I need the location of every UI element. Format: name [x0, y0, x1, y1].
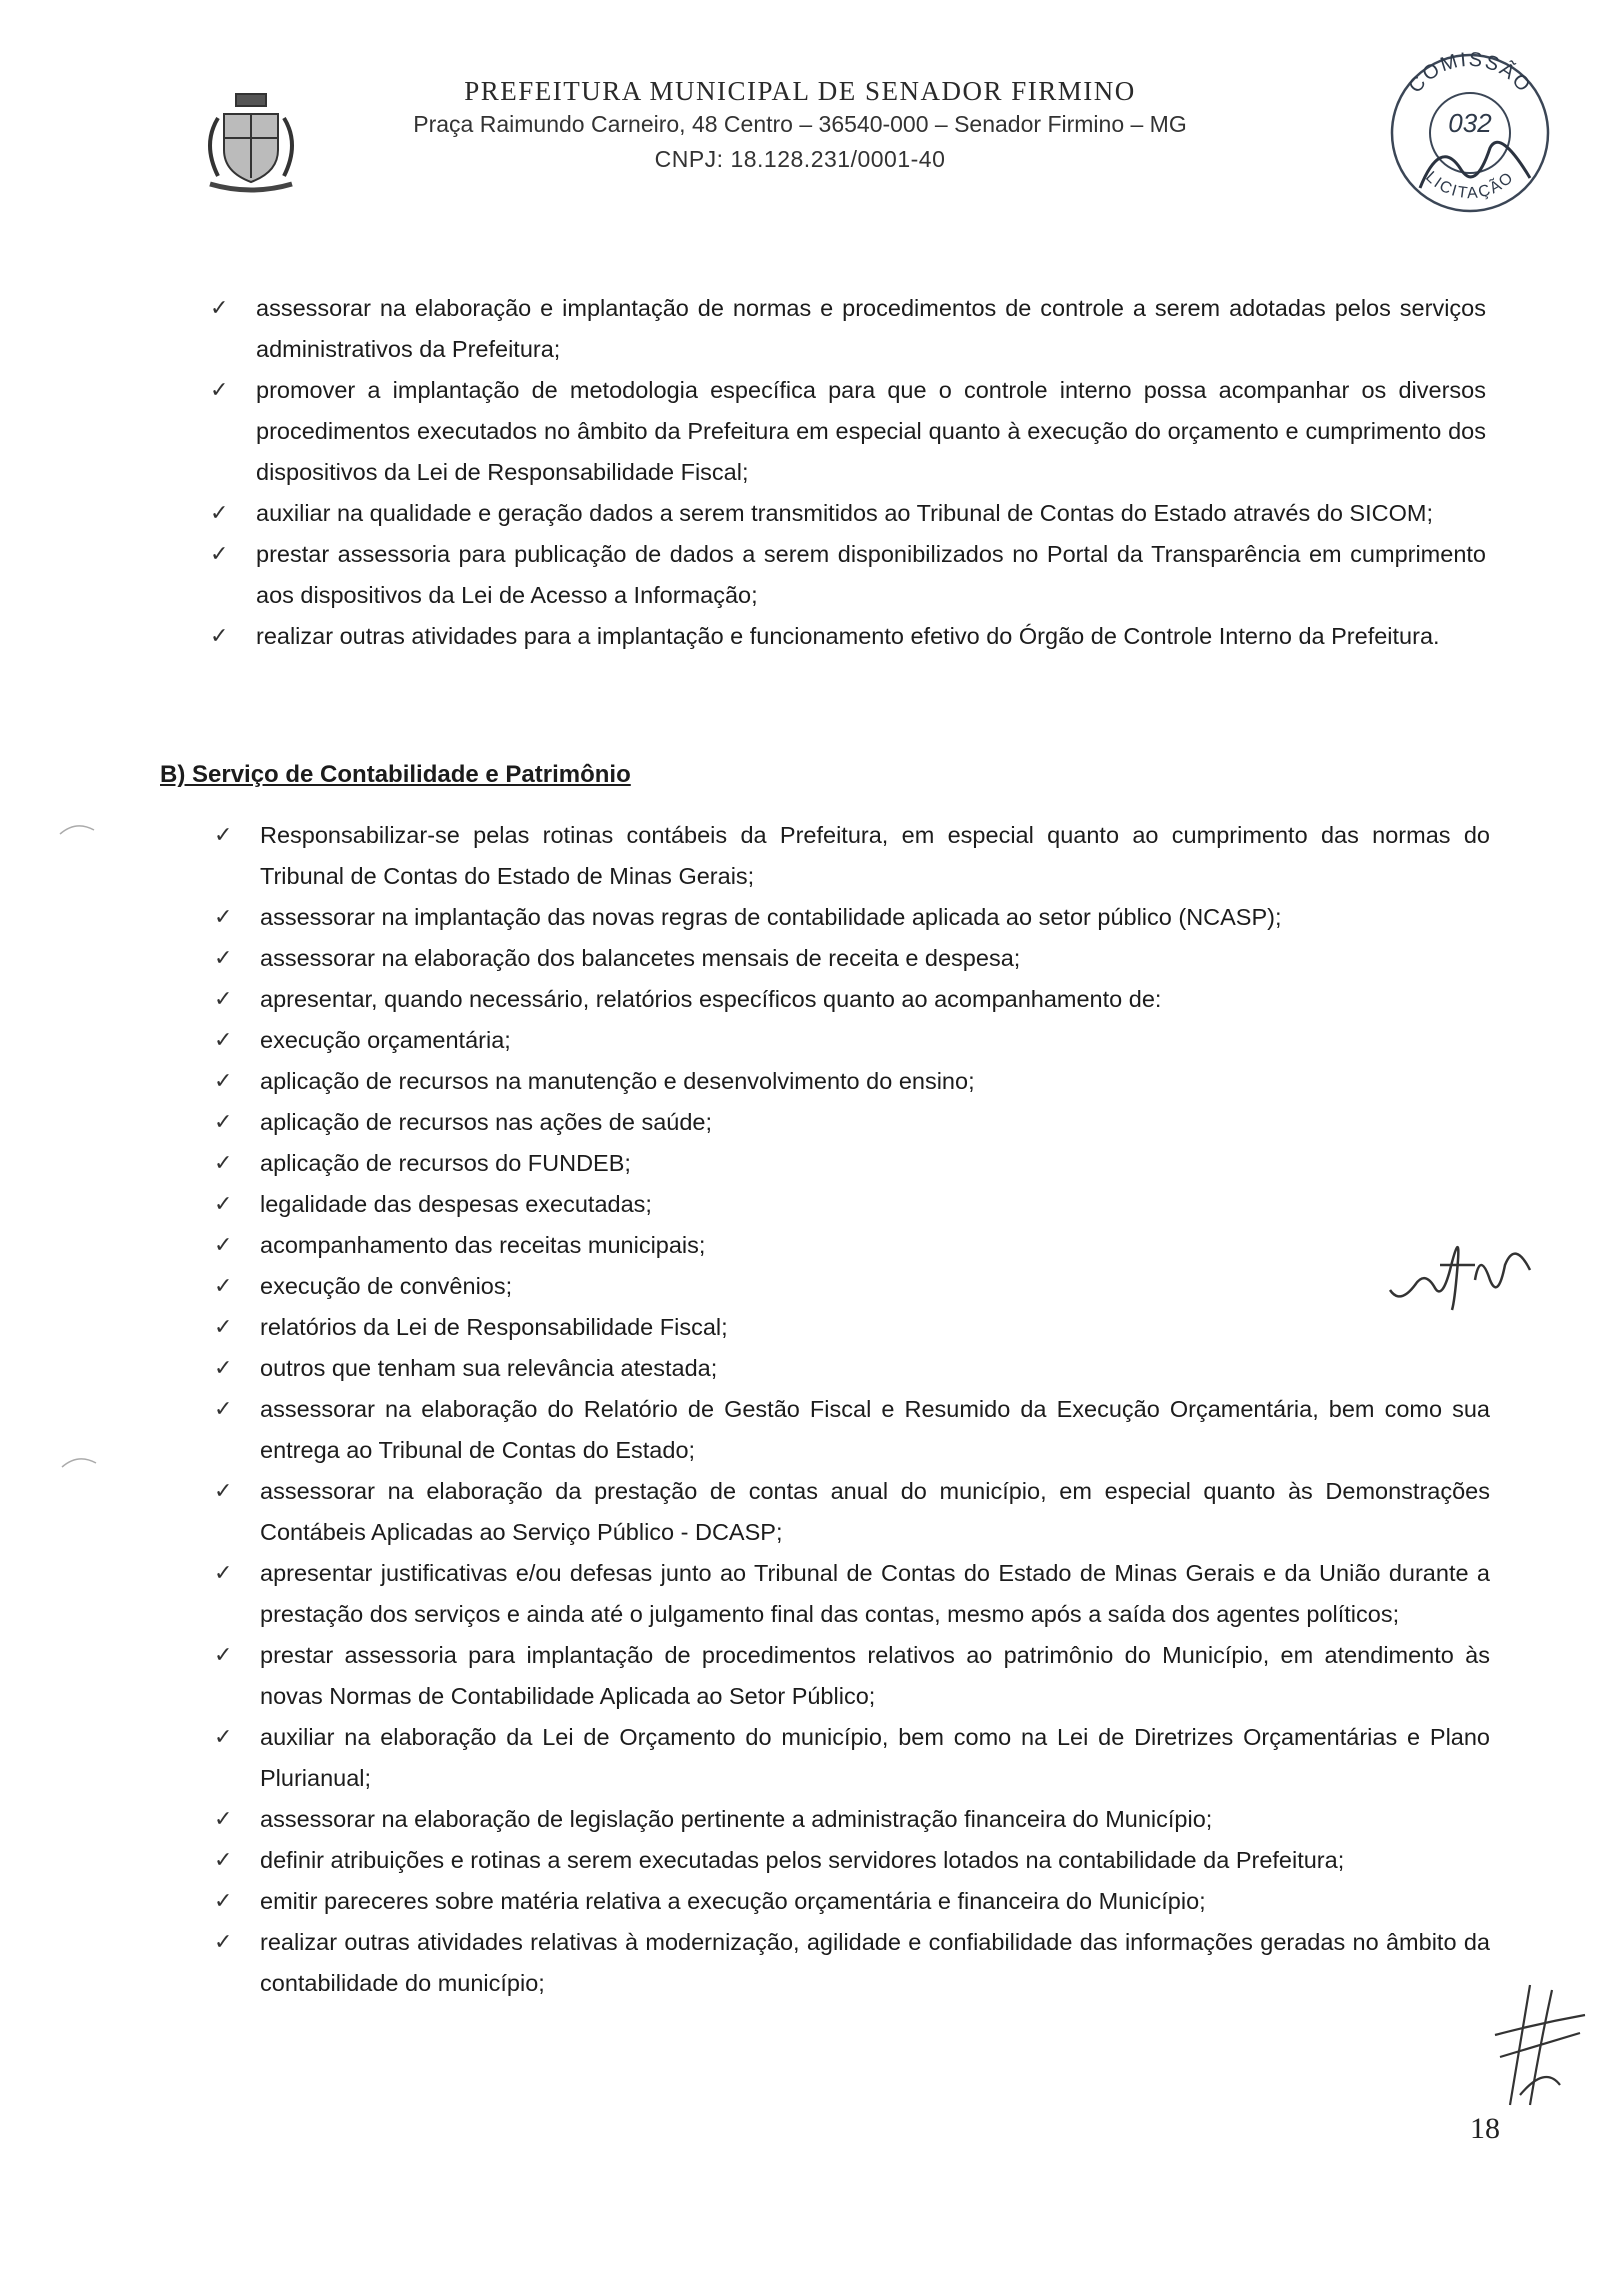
org-cnpj: CNPJ: 18.128.231/0001-40	[654, 146, 946, 172]
handwritten-initials	[1380, 1210, 1560, 1320]
list-item	[210, 370, 1486, 493]
checkmark-icon: ✓	[214, 946, 233, 971]
list-item	[214, 1184, 1490, 1225]
list-item	[214, 1307, 1490, 1348]
list-item	[214, 1102, 1490, 1143]
list-item-text: assessorar na elaboração do Relatório de Gestão Fiscal e Resumido da Execução Orçamentária, bem como sua entrega ao Tribunal de Contas do Estado;	[260, 1396, 1490, 1463]
list-item	[214, 1143, 1490, 1184]
list-item-text: legalidade das despesas executadas;	[260, 1191, 652, 1217]
list-item	[210, 534, 1486, 616]
list-item	[214, 1389, 1490, 1471]
list-item-text: aplicação de recursos nas ações de saúde;	[260, 1109, 713, 1135]
list-item-text: prestar assessoria para publicação de dados a serem disponibilizados no Portal da Transparência em cumprimento aos dispositivos da Lei de Acesso a Informação;	[256, 541, 1486, 608]
checkmark-icon: ✓	[214, 1807, 233, 1832]
list-item	[214, 979, 1490, 1020]
handwritten-signature	[1490, 1975, 1590, 2115]
list-item	[214, 938, 1490, 979]
checkmark-icon: ✓	[214, 1397, 233, 1422]
page-number: 18	[1470, 2112, 1500, 2145]
margin-mark	[60, 1451, 100, 1471]
checkmark-icon: ✓	[214, 1930, 233, 1955]
list-item-text: prestar assessoria para implantação de procedimentos relativos ao patrimônio do Município, em atendimento às novas Normas de Contabilidade Aplicada ao Setor Público;	[260, 1642, 1490, 1709]
list-item	[214, 1840, 1490, 1881]
checkmark-icon: ✓	[214, 1233, 233, 1258]
list-item	[214, 897, 1490, 938]
list-item-text: apresentar, quando necessário, relatórios específicos quanto ao acompanhamento de:	[260, 986, 1162, 1012]
checkmark-icon: ✓	[214, 1889, 233, 1914]
stamp-bottom-text: LICITAÇÃO	[1422, 168, 1518, 203]
section-b-heading: B) Serviço de Contabilidade e Patrimônio	[160, 761, 631, 788]
checkmark-icon: ✓	[214, 1643, 233, 1668]
checkmark-icon: ✓	[214, 1028, 233, 1053]
list-item	[210, 493, 1486, 534]
list-item	[214, 1799, 1490, 1840]
list-item-text: apresentar justificativas e/ou defesas junto ao Tribunal de Contas do Estado de Minas Gerais e da União durante a prestação dos serviços e ainda até o julgamento final das contas, mesmo após a saída dos agentes políticos;	[260, 1560, 1490, 1627]
list-item-text: outros que tenham sua relevância atestada;	[260, 1355, 718, 1381]
list-item-text: promover a implantação de metodologia específica para que o controle interno possa acompanhar os diversos procedimentos executados no âmbito da Prefeitura em especial quanto à execução do orçamento e cumprimento dos dispositivos da Lei de Responsabilidade Fiscal;	[256, 377, 1486, 485]
org-address: Praça Raimundo Carneiro, 48 Centro – 36540-000 – Senador Firmino – MG	[413, 111, 1187, 137]
margin-mark	[58, 818, 98, 838]
list-item-text: definir atribuições e rotinas a serem executadas pelos servidores lotados na contabilidade da Prefeitura;	[260, 1847, 1345, 1873]
list-item	[214, 1553, 1490, 1635]
list-item-text: realizar outras atividades para a implantação e funcionamento efetivo do Órgão de Controle Interno da Prefeitura.	[256, 623, 1440, 649]
list-item	[214, 1225, 1490, 1266]
list-item-text: assessorar na elaboração da prestação de contas anual do município, em especial quanto às Demonstrações Contábeis Aplicadas ao Serviço Público - DCASP;	[260, 1478, 1490, 1545]
checkmark-icon: ✓	[214, 1561, 233, 1586]
list-item	[214, 1020, 1490, 1061]
list-item	[210, 616, 1486, 657]
checkmark-icon: ✓	[210, 296, 229, 321]
checkmark-icon: ✓	[214, 1479, 233, 1504]
checkmark-icon: ✓	[210, 378, 229, 403]
checkmark-icon: ✓	[214, 1315, 233, 1340]
letterhead	[0, 0, 1600, 230]
checkmark-icon: ✓	[214, 905, 233, 930]
checkmark-icon: ✓	[210, 542, 229, 567]
list-item-text: realizar outras atividades relativas à modernização, agilidade e confiabilidade das informações geradas no âmbito da contabilidade do município;	[260, 1929, 1490, 1996]
checkmark-icon: ✓	[210, 624, 229, 649]
checkmark-icon: ✓	[214, 1725, 233, 1750]
list-item	[214, 1061, 1490, 1102]
list-item	[214, 1922, 1490, 2004]
section-a-list	[210, 288, 1486, 657]
checkmark-icon: ✓	[214, 1274, 233, 1299]
checkmark-icon: ✓	[214, 823, 233, 848]
list-item-text: aplicação de recursos na manutenção e desenvolvimento do ensino;	[260, 1068, 975, 1094]
list-item	[214, 1717, 1490, 1799]
list-item-text: acompanhamento das receitas municipais;	[260, 1232, 706, 1258]
checkmark-icon: ✓	[210, 501, 229, 526]
list-item	[210, 288, 1486, 370]
list-item-text: assessorar na elaboração dos balancetes mensais de receita e despesa;	[260, 945, 1021, 971]
list-item	[214, 815, 1490, 897]
checkmark-icon: ✓	[214, 1151, 233, 1176]
list-item-text: execução de convênios;	[260, 1273, 513, 1299]
stamp-number: 032	[1448, 108, 1492, 138]
stamp-top-text: COMISSÃO	[1404, 48, 1536, 98]
list-item-text: emitir pareceres sobre matéria relativa a execução orçamentária e financeira do Município;	[260, 1888, 1206, 1914]
commission-stamp	[1380, 28, 1560, 228]
list-item-text: aplicação de recursos do FUNDEB;	[260, 1150, 631, 1176]
svg-text:COMISSÃO	[1404, 49, 1535, 98]
section-b-list	[214, 815, 1490, 2004]
list-item	[214, 1635, 1490, 1717]
list-item	[214, 1471, 1490, 1553]
list-item-text: Responsabilizar-se pelas rotinas contábeis da Prefeitura, em especial quanto ao cumprimento das normas do Tribunal de Contas do Estado de Minas Gerais;	[260, 822, 1490, 889]
list-item-text: assessorar na elaboração de legislação pertinente a administração financeira do Município;	[260, 1806, 1213, 1832]
checkmark-icon: ✓	[214, 1069, 233, 1094]
list-item-text: auxiliar na qualidade e geração dados a serem transmitidos ao Tribunal de Contas do Estado através do SICOM;	[256, 500, 1433, 526]
list-item	[214, 1348, 1490, 1389]
checkmark-icon: ✓	[214, 1848, 233, 1873]
list-item-text: assessorar na elaboração e implantação de normas e procedimentos de controle a serem adotadas pelos serviços administrativos da Prefeitura;	[256, 295, 1486, 362]
list-item	[214, 1266, 1490, 1307]
checkmark-icon: ✓	[214, 987, 233, 1012]
checkmark-icon: ✓	[214, 1110, 233, 1135]
list-item	[214, 1881, 1490, 1922]
list-item-text: auxiliar na elaboração da Lei de Orçamento do município, bem como na Lei de Diretrizes Orçamentárias e Plano Plurianual;	[260, 1724, 1490, 1791]
list-item-text: execução orçamentária;	[260, 1027, 511, 1053]
org-name: PREFEITURA MUNICIPAL DE SENADOR FIRMINO	[464, 76, 1136, 106]
list-item-text: assessorar na implantação das novas regras de contabilidade aplicada ao setor público (NCASP);	[260, 904, 1282, 930]
list-item-text: relatórios da Lei de Responsabilidade Fiscal;	[260, 1314, 728, 1340]
checkmark-icon: ✓	[214, 1192, 233, 1217]
checkmark-icon: ✓	[214, 1356, 233, 1381]
